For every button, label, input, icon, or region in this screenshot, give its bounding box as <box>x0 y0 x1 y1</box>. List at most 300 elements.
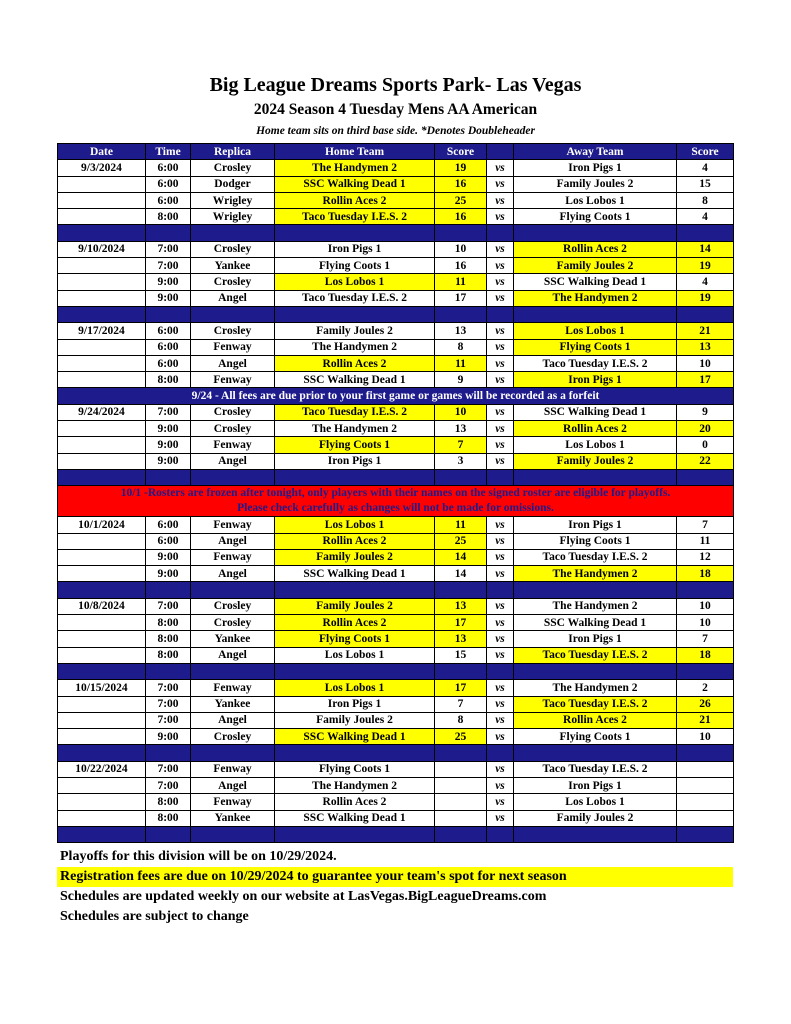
away-team: Rollin Aces 2 <box>514 421 677 437</box>
game-replica: Yankee <box>191 258 275 274</box>
separator-cell <box>487 826 514 842</box>
game-date: 10/8/2024 <box>58 598 146 614</box>
separator-cell <box>487 306 514 322</box>
home-team: Flying Coots 1 <box>275 761 435 777</box>
game-replica: Angel <box>191 290 275 306</box>
away-score: 9 <box>677 404 734 420</box>
vs-label: vs <box>487 696 514 712</box>
game-date: 10/22/2024 <box>58 761 146 777</box>
home-score: 25 <box>435 533 487 549</box>
separator-cell <box>58 582 146 598</box>
game-replica: Crosley <box>191 241 275 257</box>
separator-cell <box>487 745 514 761</box>
game-date <box>58 176 146 192</box>
vs-label: vs <box>487 437 514 453</box>
game-row <box>58 712 734 728</box>
home-score: 3 <box>435 453 487 469</box>
game-time: 8:00 <box>146 647 191 663</box>
separator-cell <box>677 582 734 598</box>
home-team: Flying Coots 1 <box>275 437 435 453</box>
game-time: 8:00 <box>146 615 191 631</box>
home-team: The Handymen 2 <box>275 160 435 176</box>
vs-label: vs <box>487 323 514 339</box>
vs-label: vs <box>487 241 514 257</box>
game-replica: Fenway <box>191 680 275 696</box>
away-team: Iron Pigs 1 <box>514 631 677 647</box>
separator-cell <box>487 225 514 241</box>
away-score: 10 <box>677 615 734 631</box>
separator-cell <box>275 826 435 842</box>
home-score: 9 <box>435 372 487 388</box>
separator-cell <box>58 745 146 761</box>
schedule-body <box>58 160 734 843</box>
home-team: The Handymen 2 <box>275 339 435 355</box>
game-date <box>58 453 146 469</box>
away-team: Family Joules 2 <box>514 258 677 274</box>
game-time: 7:00 <box>146 712 191 728</box>
col-time: Time <box>146 144 191 160</box>
game-row <box>58 192 734 208</box>
separator-cell <box>435 663 487 679</box>
vs-label: vs <box>487 761 514 777</box>
separator-cell <box>58 663 146 679</box>
game-time: 7:00 <box>146 258 191 274</box>
vs-label: vs <box>487 372 514 388</box>
away-score <box>677 810 734 826</box>
separator-cell <box>146 745 191 761</box>
home-team: Los Lobos 1 <box>275 680 435 696</box>
home-score <box>435 794 487 810</box>
home-score: 16 <box>435 258 487 274</box>
separator-cell <box>275 745 435 761</box>
game-time: 8:00 <box>146 209 191 225</box>
game-row <box>58 777 734 793</box>
separator-cell <box>514 826 677 842</box>
away-score: 21 <box>677 712 734 728</box>
vs-label: vs <box>487 176 514 192</box>
separator-cell <box>487 582 514 598</box>
game-row <box>58 631 734 647</box>
away-team: Los Lobos 1 <box>514 437 677 453</box>
separator-cell <box>487 663 514 679</box>
separator-cell <box>435 306 487 322</box>
separator-cell <box>435 225 487 241</box>
separator-cell <box>677 663 734 679</box>
home-team: Rollin Aces 2 <box>275 192 435 208</box>
game-date <box>58 549 146 565</box>
vs-label: vs <box>487 355 514 371</box>
away-score <box>677 794 734 810</box>
away-score: 18 <box>677 647 734 663</box>
game-time: 9:00 <box>146 566 191 582</box>
game-row <box>58 421 734 437</box>
home-score: 10 <box>435 404 487 420</box>
game-replica: Angel <box>191 566 275 582</box>
separator-row <box>58 306 734 322</box>
separator-cell <box>275 582 435 598</box>
game-row <box>58 209 734 225</box>
home-team: SSC Walking Dead 1 <box>275 810 435 826</box>
game-time: 6:00 <box>146 323 191 339</box>
home-score: 8 <box>435 339 487 355</box>
home-team: Family Joules 2 <box>275 712 435 728</box>
game-time: 6:00 <box>146 355 191 371</box>
game-row <box>58 729 734 745</box>
vs-label: vs <box>487 209 514 225</box>
vs-label: vs <box>487 712 514 728</box>
home-team: Iron Pigs 1 <box>275 696 435 712</box>
registration-note: Registration fees are due on 10/29/2024 to guarantee your team's spot for next season <box>57 867 733 887</box>
separator-cell <box>514 469 677 485</box>
separator-cell <box>146 582 191 598</box>
game-replica: Crosley <box>191 160 275 176</box>
away-team: Taco Tuesday I.E.S. 2 <box>514 355 677 371</box>
separator-cell <box>58 225 146 241</box>
vs-label: vs <box>487 729 514 745</box>
game-row <box>58 598 734 614</box>
game-time: 6:00 <box>146 517 191 533</box>
vs-label: vs <box>487 794 514 810</box>
home-team: Los Lobos 1 <box>275 274 435 290</box>
game-time: 8:00 <box>146 631 191 647</box>
separator-cell <box>514 663 677 679</box>
home-score <box>435 810 487 826</box>
away-score: 4 <box>677 209 734 225</box>
vs-label: vs <box>487 810 514 826</box>
game-replica: Crosley <box>191 274 275 290</box>
home-team: The Handymen 2 <box>275 421 435 437</box>
home-score: 10 <box>435 241 487 257</box>
game-time: 7:00 <box>146 680 191 696</box>
game-date <box>58 696 146 712</box>
game-row <box>58 810 734 826</box>
game-row <box>58 339 734 355</box>
away-score: 10 <box>677 355 734 371</box>
away-team: SSC Walking Dead 1 <box>514 615 677 631</box>
separator-cell <box>146 663 191 679</box>
game-date <box>58 794 146 810</box>
playoffs-note: Playoffs for this division will be on 10/29/2024. <box>60 849 337 864</box>
game-row <box>58 794 734 810</box>
game-row <box>58 355 734 371</box>
separator-cell <box>58 469 146 485</box>
home-team: Taco Tuesday I.E.S. 2 <box>275 404 435 420</box>
home-score: 16 <box>435 176 487 192</box>
roster-alert <box>58 486 734 517</box>
game-replica: Yankee <box>191 631 275 647</box>
separator-cell <box>677 469 734 485</box>
away-team: Family Joules 2 <box>514 176 677 192</box>
game-date: 10/1/2024 <box>58 517 146 533</box>
roster-alert-row <box>58 486 734 517</box>
game-date <box>58 274 146 290</box>
game-row <box>58 274 734 290</box>
header-row <box>58 144 734 160</box>
game-row <box>58 680 734 696</box>
game-date <box>58 615 146 631</box>
away-score: 11 <box>677 533 734 549</box>
game-date <box>58 209 146 225</box>
game-row <box>58 241 734 257</box>
home-score: 14 <box>435 566 487 582</box>
separator-cell <box>191 826 275 842</box>
game-replica: Angel <box>191 355 275 371</box>
vs-label: vs <box>487 566 514 582</box>
game-row <box>58 517 734 533</box>
separator-cell <box>191 745 275 761</box>
game-date <box>58 777 146 793</box>
away-team: Flying Coots 1 <box>514 339 677 355</box>
game-time: 9:00 <box>146 437 191 453</box>
home-score <box>435 761 487 777</box>
separator-cell <box>191 582 275 598</box>
vs-label: vs <box>487 631 514 647</box>
home-score: 7 <box>435 696 487 712</box>
separator-cell <box>275 663 435 679</box>
vs-label: vs <box>487 160 514 176</box>
home-team: Family Joules 2 <box>275 549 435 565</box>
fee-notice: 9/24 - All fees are due prior to your first game or games will be recorded as a forfeit <box>58 388 734 404</box>
game-row <box>58 323 734 339</box>
separator-row <box>58 469 734 485</box>
home-score: 11 <box>435 355 487 371</box>
game-date <box>58 533 146 549</box>
away-score: 21 <box>677 323 734 339</box>
game-date <box>58 339 146 355</box>
home-score: 25 <box>435 192 487 208</box>
change-note: Schedules are subject to change <box>60 909 249 924</box>
away-team: Iron Pigs 1 <box>514 372 677 388</box>
col-away-score: Score <box>677 144 734 160</box>
home-score: 16 <box>435 209 487 225</box>
website-note: Schedules are updated weekly on our website at LasVegas.BigLeagueDreams.com <box>60 889 547 904</box>
away-score <box>677 761 734 777</box>
away-team: Flying Coots 1 <box>514 533 677 549</box>
home-team: Flying Coots 1 <box>275 258 435 274</box>
separator-cell <box>146 306 191 322</box>
away-team: Los Lobos 1 <box>514 323 677 339</box>
vs-label: vs <box>487 549 514 565</box>
home-score: 17 <box>435 290 487 306</box>
game-date <box>58 192 146 208</box>
game-date: 9/10/2024 <box>58 241 146 257</box>
game-time: 7:00 <box>146 598 191 614</box>
away-team: Iron Pigs 1 <box>514 160 677 176</box>
vs-label: vs <box>487 517 514 533</box>
footer-notes <box>57 847 733 927</box>
home-team: Taco Tuesday I.E.S. 2 <box>275 209 435 225</box>
away-team: Taco Tuesday I.E.S. 2 <box>514 647 677 663</box>
game-replica: Wrigley <box>191 209 275 225</box>
separator-cell <box>677 306 734 322</box>
separator-cell <box>146 826 191 842</box>
away-team: Los Lobos 1 <box>514 192 677 208</box>
separator-cell <box>146 469 191 485</box>
game-date <box>58 810 146 826</box>
away-score: 4 <box>677 160 734 176</box>
game-row <box>58 160 734 176</box>
game-replica: Yankee <box>191 696 275 712</box>
game-time: 8:00 <box>146 794 191 810</box>
away-score <box>677 777 734 793</box>
separator-cell <box>146 225 191 241</box>
game-replica: Angel <box>191 777 275 793</box>
away-score: 19 <box>677 258 734 274</box>
vs-label: vs <box>487 680 514 696</box>
game-time: 6:00 <box>146 533 191 549</box>
page-title: Big League Dreams Sports Park- Las Vegas <box>209 74 582 96</box>
game-date <box>58 355 146 371</box>
home-score: 13 <box>435 323 487 339</box>
home-score: 13 <box>435 421 487 437</box>
away-score: 14 <box>677 241 734 257</box>
game-time: 9:00 <box>146 290 191 306</box>
away-team: SSC Walking Dead 1 <box>514 274 677 290</box>
game-row <box>58 437 734 453</box>
game-row <box>58 290 734 306</box>
game-replica: Angel <box>191 647 275 663</box>
away-team: Los Lobos 1 <box>514 794 677 810</box>
game-date: 10/15/2024 <box>58 680 146 696</box>
game-time: 8:00 <box>146 372 191 388</box>
game-replica: Crosley <box>191 323 275 339</box>
vs-label: vs <box>487 290 514 306</box>
away-team: SSC Walking Dead 1 <box>514 404 677 420</box>
game-date <box>58 647 146 663</box>
game-replica: Yankee <box>191 810 275 826</box>
game-time: 6:00 <box>146 160 191 176</box>
home-team: Family Joules 2 <box>275 598 435 614</box>
vs-label: vs <box>487 421 514 437</box>
game-replica: Wrigley <box>191 192 275 208</box>
game-time: 9:00 <box>146 421 191 437</box>
away-team: Taco Tuesday I.E.S. 2 <box>514 696 677 712</box>
game-row <box>58 615 734 631</box>
home-team: Flying Coots 1 <box>275 631 435 647</box>
away-score: 15 <box>677 176 734 192</box>
game-date <box>58 372 146 388</box>
away-team: Iron Pigs 1 <box>514 517 677 533</box>
vs-label: vs <box>487 615 514 631</box>
separator-cell <box>435 745 487 761</box>
separator-cell <box>191 225 275 241</box>
away-team: The Handymen 2 <box>514 598 677 614</box>
away-score: 17 <box>677 372 734 388</box>
game-replica: Fenway <box>191 372 275 388</box>
game-time: 7:00 <box>146 241 191 257</box>
home-score: 8 <box>435 712 487 728</box>
home-team-note: Home team sits on third base side. *Denotes Doubleheader <box>256 125 535 137</box>
game-time: 6:00 <box>146 192 191 208</box>
home-team: Rollin Aces 2 <box>275 615 435 631</box>
home-score: 7 <box>435 437 487 453</box>
home-team: Family Joules 2 <box>275 323 435 339</box>
game-row <box>58 258 734 274</box>
away-team: The Handymen 2 <box>514 680 677 696</box>
away-score: 7 <box>677 631 734 647</box>
game-time: 7:00 <box>146 404 191 420</box>
home-team: SSC Walking Dead 1 <box>275 176 435 192</box>
separator-row <box>58 225 734 241</box>
home-score: 14 <box>435 549 487 565</box>
home-team: SSC Walking Dead 1 <box>275 729 435 745</box>
game-replica: Angel <box>191 453 275 469</box>
col-away-team: Away Team <box>514 144 677 160</box>
home-team: SSC Walking Dead 1 <box>275 566 435 582</box>
separator-row <box>58 663 734 679</box>
away-team: Taco Tuesday I.E.S. 2 <box>514 761 677 777</box>
home-team: Iron Pigs 1 <box>275 241 435 257</box>
away-score: 10 <box>677 729 734 745</box>
away-team: The Handymen 2 <box>514 290 677 306</box>
separator-cell <box>435 826 487 842</box>
home-score: 25 <box>435 729 487 745</box>
game-time: 6:00 <box>146 176 191 192</box>
vs-label: vs <box>487 777 514 793</box>
away-team: Iron Pigs 1 <box>514 777 677 793</box>
game-date <box>58 712 146 728</box>
away-score: 10 <box>677 598 734 614</box>
game-date <box>58 258 146 274</box>
game-replica: Dodger <box>191 176 275 192</box>
home-team: Los Lobos 1 <box>275 647 435 663</box>
game-date <box>58 729 146 745</box>
game-time: 7:00 <box>146 696 191 712</box>
vs-label: vs <box>487 453 514 469</box>
game-date <box>58 290 146 306</box>
separator-row <box>58 745 734 761</box>
game-row <box>58 533 734 549</box>
vs-label: vs <box>487 533 514 549</box>
separator-cell <box>677 225 734 241</box>
vs-label: vs <box>487 192 514 208</box>
game-replica: Angel <box>191 712 275 728</box>
game-replica: Fenway <box>191 761 275 777</box>
home-team: Rollin Aces 2 <box>275 794 435 810</box>
col-vs <box>487 144 514 160</box>
away-team: Flying Coots 1 <box>514 729 677 745</box>
game-time: 9:00 <box>146 729 191 745</box>
away-score: 22 <box>677 453 734 469</box>
col-replica: Replica <box>191 144 275 160</box>
away-score: 2 <box>677 680 734 696</box>
game-replica: Fenway <box>191 549 275 565</box>
game-row <box>58 404 734 420</box>
game-replica: Fenway <box>191 794 275 810</box>
home-score: 11 <box>435 517 487 533</box>
game-date <box>58 566 146 582</box>
away-score: 26 <box>677 696 734 712</box>
away-score: 4 <box>677 274 734 290</box>
game-date <box>58 421 146 437</box>
away-score: 12 <box>677 549 734 565</box>
home-team: Taco Tuesday I.E.S. 2 <box>275 290 435 306</box>
away-score: 18 <box>677 566 734 582</box>
separator-cell <box>191 663 275 679</box>
game-row <box>58 761 734 777</box>
game-date <box>58 631 146 647</box>
home-score: 13 <box>435 598 487 614</box>
away-score: 7 <box>677 517 734 533</box>
away-team: Taco Tuesday I.E.S. 2 <box>514 549 677 565</box>
game-row <box>58 647 734 663</box>
home-team: SSC Walking Dead 1 <box>275 372 435 388</box>
col-home-team: Home Team <box>275 144 435 160</box>
away-team: The Handymen 2 <box>514 566 677 582</box>
vs-label: vs <box>487 274 514 290</box>
separator-cell <box>514 582 677 598</box>
home-score: 13 <box>435 631 487 647</box>
